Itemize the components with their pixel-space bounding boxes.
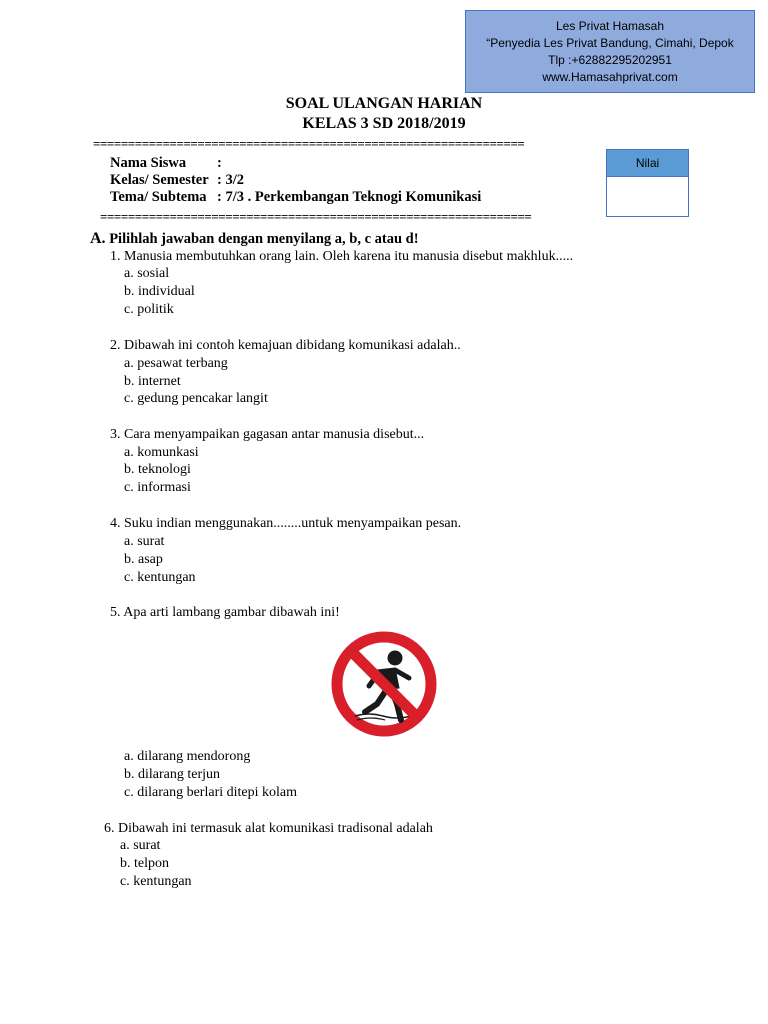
question-6: 6. Dibawah ini termasuk alat komunikasi tradisonal adalah [104, 821, 433, 836]
question-3-option-a: a. komunkasi [124, 445, 199, 460]
section-instruction: Pilihlah jawaban dengan menyilang a, b, c atau d! [109, 231, 419, 247]
student-name-label: Nama Siswa [110, 155, 187, 171]
question-1-option-c: c. politik [124, 302, 174, 317]
class-semester-value: : 3/2 [217, 172, 244, 188]
page-subtitle: KELAS 3 SD 2018/2019 [302, 115, 466, 132]
question-4: 4. Suku indian menggunakan........untuk menyampaikan pesan. [110, 516, 462, 531]
question-1-option-a: a. sosial [124, 266, 170, 281]
question-1: 1. Manusia membutuhkan orang lain. Oleh karena itu manusia disebut makhluk..... [110, 249, 574, 264]
question-4-option-b: b. asap [124, 552, 163, 567]
question-1-option-b: b. individual [124, 284, 195, 299]
question-6-option-a: a. surat [120, 838, 161, 853]
score-box [606, 149, 689, 217]
question-6-option-b: b. telpon [120, 856, 169, 871]
question-5-option-c: c. dilarang berlari ditepi kolam [124, 785, 297, 800]
question-5: 5. Apa arti lambang gambar dibawah ini! [110, 605, 340, 620]
question-2-option-c: c. gedung pencakar langit [124, 391, 268, 406]
theme-subtheme-value: : 7/3 . Perkembangan Teknogi Komunikasi [217, 189, 482, 205]
question-5-option-b: b. dilarang terjun [124, 767, 221, 782]
theme-subtheme-label: Tema/ Subtema [110, 189, 207, 205]
separator-bottom: ============================================================== [100, 209, 532, 224]
score-label: Nilai [607, 150, 688, 177]
student-name-value: : [217, 155, 222, 171]
separator-top: ============================================================== [93, 136, 525, 151]
question-4-option-c: c. kentungan [124, 570, 196, 585]
question-4-option-a: a. surat [124, 534, 165, 549]
section-heading [90, 230, 419, 248]
section-letter: A. [90, 230, 106, 247]
question-3-option-c: c. informasi [124, 480, 191, 495]
company-website: www.Hamasahprivat.com [542, 70, 678, 84]
company-name: Les Privat Hamasah [555, 19, 665, 33]
no-running-sign-icon [329, 628, 439, 740]
question-3-option-b: b. teknologi [124, 462, 191, 477]
question-3: 3. Cara menyampaikan gagasan antar manusia disebut... [110, 427, 425, 442]
question-2-option-b: b. internet [124, 374, 181, 389]
question-2: 2. Dibawah ini contoh kemajuan dibidang komunikasi adalah.. [110, 338, 461, 353]
class-semester-label: Kelas/ Semester [110, 172, 209, 188]
company-tagline: “Penyedia Les Privat Bandung, Cimahi, Depok [486, 36, 734, 50]
page-title: SOAL ULANGAN HARIAN [285, 95, 483, 112]
company-header-box [465, 10, 755, 93]
company-phone: Tlp :+6288229520295​1 [548, 53, 672, 67]
question-5-option-a: a. dilarang mendorong [124, 749, 251, 764]
question-2-option-a: a. pesawat terbang [124, 356, 228, 371]
question-6-option-c: c. kentungan [120, 874, 192, 889]
